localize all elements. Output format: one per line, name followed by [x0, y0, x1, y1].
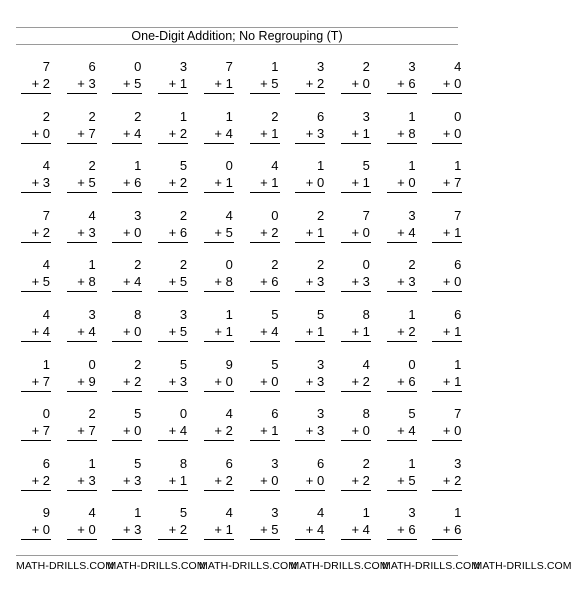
addend-bottom-with-plus: + 5 — [260, 76, 279, 91]
addend-top: 0 — [271, 207, 279, 223]
addend-bottom-with-plus: + 3 — [305, 125, 325, 141]
addend-bottom-with-plus: + 1 — [168, 472, 188, 488]
addend-top: 2 — [362, 59, 370, 74]
addend-top: 6 — [225, 455, 233, 471]
addend-bottom-with-plus: + 0 — [442, 76, 462, 91]
addend-bottom-with-plus: + 0 — [305, 175, 325, 191]
addend-top: 3 — [408, 505, 416, 521]
addend-top: 2 — [179, 257, 188, 273]
addend-top: 2 — [316, 207, 325, 223]
addend-bottom-with-plus: + 2 — [31, 76, 50, 91]
footer-watermark: MATH-DRILLS.COM — [382, 560, 481, 572]
addend-bottom-with-plus: + 2 — [31, 224, 50, 240]
addend-bottom-with-plus: + 1 — [168, 76, 188, 91]
addend-top: 1 — [454, 356, 462, 372]
addend-bottom-with-plus: + 4 — [168, 423, 188, 439]
addend-top: 4 — [362, 356, 370, 372]
addend-top: 2 — [271, 108, 279, 124]
addend-top: 1 — [454, 505, 462, 521]
addend-top: 4 — [42, 158, 50, 174]
addend-bottom-with-plus: + 3 — [351, 274, 370, 290]
addend-bottom-with-plus: + 6 — [168, 224, 188, 240]
addend-bottom-with-plus: + 0 — [122, 324, 142, 339]
addend-top: 3 — [408, 207, 416, 223]
addend-bottom-with-plus: + 2 — [168, 125, 188, 141]
addend-top: 4 — [88, 505, 96, 521]
addend-bottom-with-plus: + 1 — [260, 125, 279, 141]
addend-top: 3 — [134, 207, 142, 223]
addend-top: 2 — [362, 455, 370, 471]
addend-bottom-with-plus: + 3 — [122, 472, 142, 488]
addend-top: 1 — [88, 455, 96, 471]
addend-bottom-with-plus: + 2 — [442, 472, 462, 488]
addend-top: 6 — [454, 257, 462, 273]
addend-top: 6 — [42, 455, 50, 471]
addend-top: 1 — [271, 59, 279, 74]
addend-top: 1 — [179, 108, 188, 124]
addend-top: 6 — [271, 406, 279, 422]
addend-top: 0 — [408, 356, 416, 372]
addend-bottom-with-plus: + 6 — [397, 522, 416, 538]
addend-top: 2 — [88, 158, 96, 174]
addend-bottom-with-plus: + 3 — [305, 373, 325, 389]
addend-bottom-with-plus: + 0 — [351, 76, 370, 91]
addend-top: 9 — [225, 356, 233, 372]
addend-bottom-with-plus: + 7 — [31, 373, 50, 389]
addend-bottom-with-plus: + 0 — [351, 423, 370, 439]
addend-bottom-with-plus: + 1 — [442, 373, 462, 389]
addend-bottom-with-plus: + 1 — [214, 175, 233, 191]
addend-top: 4 — [225, 505, 233, 521]
addend-top: 1 — [134, 158, 142, 174]
addend-top: 1 — [408, 158, 416, 174]
addend-top: 0 — [362, 257, 370, 273]
addend-top: 3 — [179, 307, 188, 322]
addend-top: 0 — [42, 406, 50, 422]
addend-bottom-with-plus: + 1 — [214, 76, 233, 91]
addend-top: 3 — [316, 59, 325, 74]
addend-bottom-with-plus: + 1 — [260, 423, 279, 439]
addend-bottom-with-plus: + 0 — [442, 125, 462, 141]
addend-bottom-with-plus: + 4 — [351, 522, 370, 538]
addend-bottom-with-plus: + 3 — [31, 175, 50, 191]
addend-top: 6 — [88, 59, 96, 74]
addend-top: 1 — [42, 356, 50, 372]
addend-bottom-with-plus: + 2 — [168, 522, 188, 538]
addend-bottom-with-plus: + 2 — [397, 324, 416, 339]
addend-top: 1 — [134, 505, 142, 521]
addend-top: 2 — [179, 207, 188, 223]
addend-top: 3 — [271, 455, 279, 471]
addend-bottom-with-plus: + 2 — [214, 423, 233, 439]
addend-top: 5 — [179, 505, 188, 521]
addend-bottom-with-plus: + 2 — [351, 472, 370, 488]
addend-top: 3 — [179, 59, 188, 74]
addend-top: 8 — [362, 307, 370, 322]
addend-top: 2 — [88, 406, 96, 422]
addend-top: 6 — [316, 455, 325, 471]
addend-bottom-with-plus: + 8 — [77, 274, 96, 290]
addend-bottom-with-plus: + 1 — [305, 324, 325, 339]
addend-top: 8 — [179, 455, 188, 471]
worksheet-title: One-Digit Addition; No Regrouping (T) — [131, 29, 343, 43]
addend-bottom-with-plus: + 0 — [31, 522, 50, 538]
addend-bottom-with-plus: + 6 — [442, 522, 462, 538]
addend-bottom-with-plus: + 7 — [77, 125, 96, 141]
addend-top: 5 — [179, 356, 188, 372]
addend-top: 1 — [362, 505, 370, 521]
addend-top: 6 — [316, 108, 325, 124]
addend-top: 5 — [362, 158, 370, 174]
addend-bottom-with-plus: + 1 — [351, 125, 370, 141]
addend-bottom-with-plus: + 3 — [77, 472, 96, 488]
addend-bottom-with-plus: + 5 — [214, 224, 233, 240]
addend-top: 4 — [271, 158, 279, 174]
footer-watermark: MATH-DRILLS.COM — [290, 560, 389, 572]
addend-bottom-with-plus: + 2 — [214, 472, 233, 488]
addend-bottom-with-plus: + 5 — [260, 522, 279, 538]
addend-bottom-with-plus: + 4 — [122, 274, 142, 290]
addend-bottom-with-plus: + 2 — [122, 373, 142, 389]
addend-top: 2 — [134, 108, 142, 124]
addend-bottom-with-plus: + 3 — [77, 224, 96, 240]
addend-bottom-with-plus: + 6 — [397, 76, 416, 91]
addend-top: 9 — [42, 505, 50, 521]
addend-bottom-with-plus: + 4 — [305, 522, 325, 538]
addend-top: 4 — [42, 307, 50, 322]
addend-top: 7 — [42, 207, 50, 223]
addend-top: 5 — [179, 158, 188, 174]
addend-bottom-with-plus: + 0 — [442, 423, 462, 439]
addend-bottom-with-plus: + 1 — [442, 224, 462, 240]
addend-top: 5 — [408, 406, 416, 422]
addend-top: 1 — [225, 307, 233, 322]
footer-watermark: MATH-DRILLS.COM — [107, 560, 206, 572]
addend-bottom-with-plus: + 4 — [31, 324, 50, 339]
addend-top: 2 — [134, 356, 142, 372]
addend-top: 5 — [271, 356, 279, 372]
addend-bottom-with-plus: + 2 — [351, 373, 370, 389]
addend-top: 1 — [408, 455, 416, 471]
addend-top: 1 — [454, 158, 462, 174]
addend-bottom-with-plus: + 0 — [122, 423, 142, 439]
addend-top: 3 — [88, 307, 96, 322]
addend-bottom-with-plus: + 6 — [122, 175, 142, 191]
addend-top: 2 — [316, 257, 325, 273]
addend-top: 2 — [42, 108, 50, 124]
addend-bottom-with-plus: + 1 — [214, 522, 233, 538]
addend-bottom-with-plus: + 2 — [260, 224, 279, 240]
addend-bottom-with-plus: + 4 — [397, 224, 416, 240]
addend-top: 7 — [454, 207, 462, 223]
addend-top: 5 — [134, 406, 142, 422]
addend-top: 3 — [408, 59, 416, 74]
addend-bottom-with-plus: + 0 — [31, 125, 50, 141]
addend-top: 7 — [42, 59, 50, 74]
addend-bottom-with-plus: + 3 — [122, 522, 142, 538]
addend-top: 7 — [454, 406, 462, 422]
addend-bottom-with-plus: + 3 — [397, 274, 416, 290]
addend-top: 4 — [225, 207, 233, 223]
addend-top: 0 — [179, 406, 188, 422]
addend-bottom-with-plus: + 1 — [214, 324, 233, 339]
addend-top: 0 — [454, 108, 462, 124]
addend-bottom-with-plus: + 0 — [122, 224, 142, 240]
addend-bottom-with-plus: + 1 — [351, 324, 370, 339]
addend-bottom-with-plus: + 4 — [77, 324, 96, 339]
addend-top: 0 — [88, 356, 96, 372]
addend-bottom-with-plus: + 5 — [168, 274, 188, 290]
addend-bottom-with-plus: + 5 — [77, 175, 96, 191]
addend-bottom-with-plus: + 0 — [260, 472, 279, 488]
addend-bottom-with-plus: + 4 — [122, 125, 142, 141]
addend-bottom-with-plus: + 0 — [351, 224, 370, 240]
addend-top: 2 — [271, 257, 279, 273]
addend-top: 7 — [225, 59, 233, 74]
addend-top: 3 — [316, 406, 325, 422]
addend-bottom-with-plus: + 7 — [442, 175, 462, 191]
addend-top: 4 — [88, 207, 96, 223]
addend-bottom-with-plus: + 0 — [442, 274, 462, 290]
addend-top: 2 — [134, 257, 142, 273]
addend-bottom-with-plus: + 5 — [397, 472, 416, 488]
addend-bottom-with-plus: + 2 — [31, 472, 50, 488]
addend-top: 0 — [225, 257, 233, 273]
addend-bottom-with-plus: + 0 — [77, 522, 96, 538]
addend-top: 8 — [134, 307, 142, 322]
addend-bottom-with-plus: + 0 — [214, 373, 233, 389]
addend-top: 3 — [316, 356, 325, 372]
addend-top: 4 — [454, 59, 462, 74]
addend-top: 3 — [454, 455, 462, 471]
addend-bottom-with-plus: + 9 — [77, 373, 96, 389]
addend-bottom-with-plus: + 7 — [31, 423, 50, 439]
addend-top: 6 — [454, 307, 462, 322]
addend-bottom-with-plus: + 5 — [31, 274, 50, 290]
addend-bottom-with-plus: + 1 — [305, 224, 325, 240]
addend-top: 1 — [408, 307, 416, 322]
addend-top: 0 — [225, 158, 233, 174]
addend-bottom-with-plus: + 5 — [168, 324, 188, 339]
addend-top: 0 — [134, 59, 142, 74]
addend-bottom-with-plus: + 1 — [260, 175, 279, 191]
addend-top: 4 — [225, 406, 233, 422]
addend-bottom-with-plus: + 3 — [305, 423, 325, 439]
addend-bottom-with-plus: + 0 — [260, 373, 279, 389]
addend-top: 2 — [408, 257, 416, 273]
footer-watermark: MATH-DRILLS.COM — [473, 560, 572, 572]
addend-top: 5 — [316, 307, 325, 322]
addend-bottom-with-plus: + 8 — [397, 125, 416, 141]
addend-top: 1 — [225, 108, 233, 124]
addend-bottom-with-plus: + 5 — [122, 76, 142, 91]
addend-bottom-with-plus: + 3 — [305, 274, 325, 290]
addend-bottom-with-plus: + 1 — [351, 175, 370, 191]
addend-bottom-with-plus: + 4 — [214, 125, 233, 141]
addend-bottom-with-plus: + 2 — [168, 175, 188, 191]
addend-top: 4 — [42, 257, 50, 273]
addend-bottom-with-plus: + 1 — [442, 324, 462, 339]
addend-bottom-with-plus: + 6 — [397, 373, 416, 389]
addend-bottom-with-plus: + 8 — [214, 274, 233, 290]
addend-top: 8 — [362, 406, 370, 422]
addend-bottom-with-plus: + 6 — [260, 274, 279, 290]
addend-top: 3 — [362, 108, 370, 124]
addend-bottom-with-plus: + 0 — [397, 175, 416, 191]
addend-bottom-with-plus: + 4 — [260, 324, 279, 339]
addend-top: 5 — [271, 307, 279, 322]
addend-top: 3 — [271, 505, 279, 521]
addend-bottom-with-plus: + 3 — [77, 76, 96, 91]
footer-watermark: MATH-DRILLS.COM — [16, 560, 115, 572]
addend-top: 4 — [316, 505, 325, 521]
addend-top: 1 — [316, 158, 325, 174]
addend-bottom-with-plus: + 4 — [397, 423, 416, 439]
addend-bottom-with-plus: + 7 — [77, 423, 96, 439]
addend-top: 5 — [134, 455, 142, 471]
addend-top: 1 — [408, 108, 416, 124]
addend-bottom-with-plus: + 2 — [305, 76, 325, 91]
addend-top: 2 — [88, 108, 96, 124]
addend-bottom-with-plus: + 0 — [305, 472, 325, 488]
footer-watermark: MATH-DRILLS.COM — [199, 560, 298, 572]
addend-bottom-with-plus: + 3 — [168, 373, 188, 389]
addend-top: 1 — [88, 257, 96, 273]
addend-top: 7 — [362, 207, 370, 223]
